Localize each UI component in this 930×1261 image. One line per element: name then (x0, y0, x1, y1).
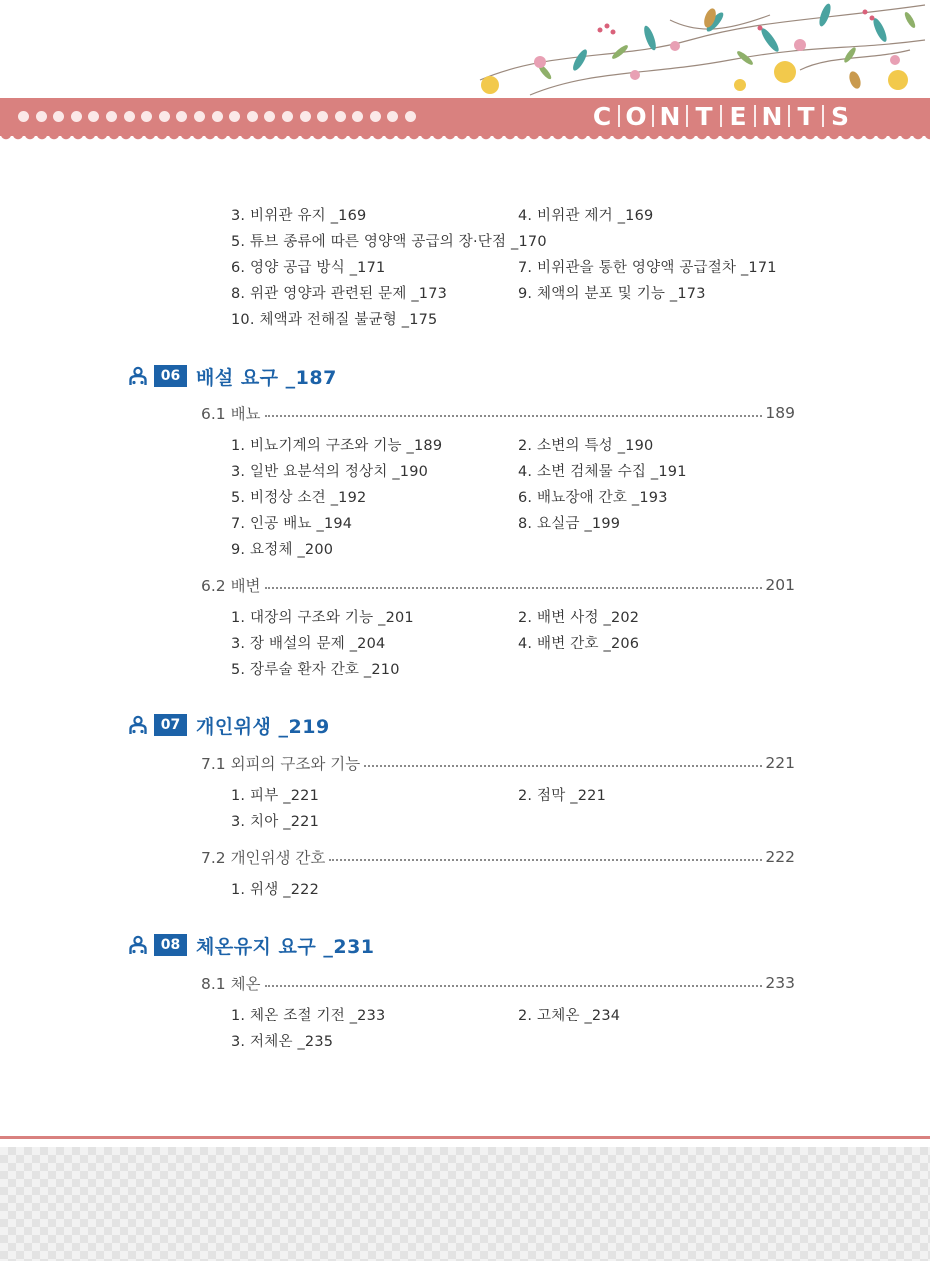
toc-item[interactable]: 2. 소변의 특성 _190 (518, 438, 654, 454)
section-heading[interactable]: 7.1 외피의 구조와 기능 221 (201, 754, 795, 773)
toc-item[interactable]: 3. 일반 요분석의 정상치 _190 (231, 464, 429, 480)
toc-item[interactable]: 1. 체온 조절 기전 _233 (231, 1008, 386, 1024)
chapter-08-heading[interactable] (128, 932, 375, 958)
footer-divider (0, 1136, 930, 1139)
toc-item[interactable]: 2. 고체온 _234 (518, 1008, 621, 1024)
toc-item[interactable]: 4. 배변 간호 _206 (518, 636, 640, 652)
chapter-title: 배설 요구 _187 (196, 366, 337, 389)
person-icon (128, 935, 148, 955)
person-icon (128, 715, 148, 735)
section-heading[interactable]: 7.2 개인위생 간호 222 (201, 848, 795, 867)
footer-pattern (0, 1147, 930, 1261)
chapter-number: 07 (154, 714, 187, 736)
toc-item[interactable]: 7. 인공 배뇨 _194 (231, 516, 353, 532)
toc-item[interactable]: 8. 요실금 _199 (518, 516, 621, 532)
contents-heading: C O N T E N T S (592, 101, 849, 131)
toc-item[interactable]: 7. 비위관을 통한 영양액 공급절차 _171 (518, 260, 777, 276)
header-band-scallop (0, 134, 930, 142)
toc-item[interactable]: 5. 튜브 종류에 따른 영양액 공급의 장·단점 _170 (231, 234, 547, 250)
chapter-07-heading[interactable] (128, 712, 330, 738)
chapter-title: 체온유지 요구 _231 (196, 935, 375, 958)
toc-item[interactable]: 3. 치아 _221 (231, 814, 319, 830)
toc-item[interactable]: 3. 장 배설의 문제 _204 (231, 636, 386, 652)
dot-leader (364, 765, 762, 767)
toc-item[interactable]: 1. 비뇨기계의 구조와 기능 _189 (231, 438, 443, 454)
toc-item[interactable]: 1. 피부 _221 (231, 788, 319, 804)
toc-item[interactable]: 9. 체액의 분포 및 기능 _173 (518, 286, 706, 302)
toc-item[interactable]: 6. 영양 공급 방식 _171 (231, 260, 386, 276)
toc-item[interactable]: 2. 배변 사정 _202 (518, 610, 640, 626)
chapter-06-heading[interactable] (128, 363, 337, 389)
toc-item[interactable]: 9. 요정체 _200 (231, 542, 334, 558)
toc-item[interactable]: 5. 비정상 소견 _192 (231, 490, 367, 506)
toc-item[interactable]: 10. 체액과 전해질 불균형 _175 (231, 312, 438, 328)
section-heading[interactable]: 8.1 체온 233 (201, 974, 795, 993)
floral-decoration (470, 0, 930, 100)
section-heading[interactable]: 6.1 배뇨 189 (201, 404, 795, 423)
toc-item[interactable]: 3. 저체온 _235 (231, 1034, 334, 1050)
toc-item[interactable]: 2. 점막 _221 (518, 788, 606, 804)
dot-leader (265, 415, 763, 417)
header-dots (18, 111, 416, 123)
toc-item[interactable]: 3. 비위관 유지 _169 (231, 208, 367, 224)
chapter-title: 개인위생 _219 (196, 715, 330, 738)
toc-item[interactable]: 1. 위생 _222 (231, 882, 319, 898)
toc-item[interactable]: 5. 장루술 환자 간호 _210 (231, 662, 400, 678)
toc-item[interactable]: 6. 배뇨장애 간호 _193 (518, 490, 668, 506)
dot-leader (329, 859, 762, 861)
toc-item[interactable]: 4. 비위관 제거 _169 (518, 208, 654, 224)
section-heading[interactable]: 6.2 배변 201 (201, 576, 795, 595)
dot-leader (265, 587, 763, 589)
chapter-number: 06 (154, 365, 187, 387)
page-header (0, 0, 930, 145)
dot-leader (265, 985, 763, 987)
person-icon (128, 366, 148, 386)
toc-item[interactable]: 1. 대장의 구조와 기능 _201 (231, 610, 414, 626)
chapter-number: 08 (154, 934, 187, 956)
toc-item[interactable]: 4. 소변 검체물 수집 _191 (518, 464, 687, 480)
toc-item[interactable]: 8. 위관 영양과 관련된 문제 _173 (231, 286, 448, 302)
